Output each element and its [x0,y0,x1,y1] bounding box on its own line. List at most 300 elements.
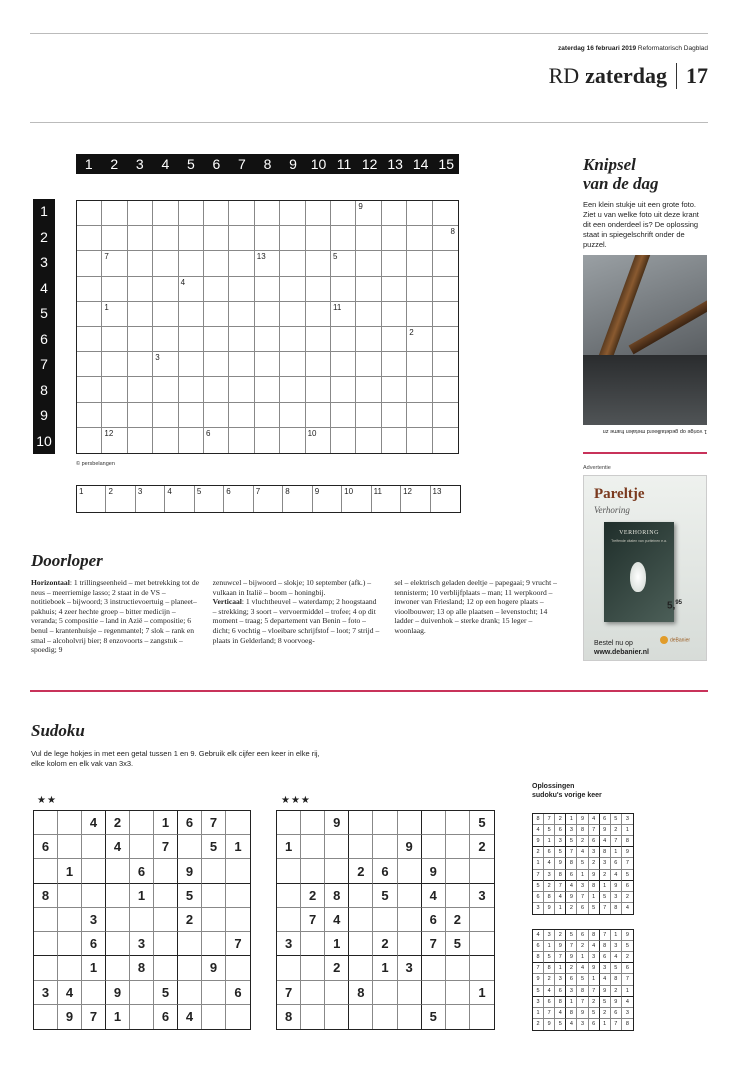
sudoku-cell[interactable]: 1 [106,1005,130,1029]
crossword-cell[interactable] [128,327,153,352]
crossword-cell[interactable] [306,327,331,352]
sudoku-cell[interactable] [349,908,373,932]
crossword-cell[interactable] [280,226,305,251]
sudoku-cell[interactable] [154,859,178,883]
crossword-cell[interactable] [204,277,229,302]
sudoku-cell[interactable] [349,835,373,859]
sudoku-cell[interactable] [178,835,202,859]
sudoku-cell[interactable]: 1 [130,884,154,908]
crossword-cell[interactable] [433,377,458,402]
crossword-cell[interactable] [102,302,127,327]
sudoku-cell[interactable]: 2 [178,908,202,932]
crossword-cell[interactable] [229,277,254,302]
solution-cell[interactable] [254,486,283,512]
crossword-cell[interactable] [102,277,127,302]
crossword-cell[interactable] [179,352,204,377]
sudoku-cell[interactable]: 5 [470,811,494,835]
solution-cell[interactable] [136,486,165,512]
sudoku-cell[interactable] [202,908,226,932]
sudoku-cell[interactable]: 4 [178,1005,202,1029]
crossword-cell[interactable] [331,302,356,327]
sudoku-cell[interactable]: 1 [470,981,494,1005]
sudoku-cell[interactable] [130,1005,154,1029]
crossword-cell[interactable] [407,327,432,352]
crossword-cell[interactable] [204,352,229,377]
sudoku-cell[interactable] [446,1005,470,1029]
sudoku-cell[interactable] [178,981,202,1005]
sudoku-cell[interactable] [82,981,106,1005]
crossword-cell[interactable] [382,277,407,302]
sudoku-cell[interactable]: 1 [226,835,250,859]
sudoku-cell[interactable]: 3 [82,908,106,932]
crossword-cell[interactable] [102,403,127,428]
solution-cell[interactable] [224,486,253,512]
sudoku-cell[interactable] [277,884,301,908]
sudoku-cell[interactable] [34,956,58,980]
sudoku-cell[interactable]: 4 [422,884,446,908]
sudoku-cell[interactable]: 5 [178,884,202,908]
sudoku-cell[interactable] [325,835,349,859]
sudoku-cell[interactable]: 8 [325,884,349,908]
crossword-cell[interactable] [382,302,407,327]
sudoku-cell[interactable] [373,908,397,932]
sudoku-cell[interactable] [398,884,422,908]
solution-cell[interactable] [313,486,342,512]
solution-cell[interactable] [77,486,106,512]
crossword-cell[interactable] [356,352,381,377]
sudoku-cell[interactable] [277,908,301,932]
sudoku-cell[interactable]: 2 [106,811,130,835]
sudoku-cell[interactable] [154,932,178,956]
sudoku-cell[interactable]: 7 [202,811,226,835]
crossword-cell[interactable] [356,201,381,226]
crossword-cell[interactable] [433,251,458,276]
crossword-cell[interactable] [179,428,204,453]
crossword-cell[interactable] [128,352,153,377]
sudoku-cell[interactable]: 1 [154,811,178,835]
sudoku-cell[interactable]: 4 [106,835,130,859]
crossword-cell[interactable] [407,403,432,428]
sudoku-cell[interactable] [130,835,154,859]
crossword-cell[interactable] [179,327,204,352]
sudoku-cell[interactable]: 1 [277,835,301,859]
sudoku-cell[interactable]: 1 [82,956,106,980]
sudoku-cell[interactable] [106,859,130,883]
sudoku-cell[interactable]: 9 [106,981,130,1005]
sudoku-cell[interactable] [349,884,373,908]
solution-cell[interactable] [283,486,312,512]
sudoku-cell[interactable] [34,859,58,883]
crossword-cell[interactable] [306,277,331,302]
crossword-cell[interactable] [356,251,381,276]
sudoku-cell[interactable] [301,956,325,980]
crossword-cell[interactable] [102,428,127,453]
crossword-cell[interactable] [128,226,153,251]
sudoku-cell[interactable] [202,884,226,908]
crossword-cell[interactable] [229,201,254,226]
crossword-cell[interactable] [306,302,331,327]
crossword-cell[interactable] [331,277,356,302]
crossword-cell[interactable] [102,352,127,377]
sudoku-cell[interactable] [398,981,422,1005]
crossword-cell[interactable] [229,428,254,453]
sudoku-cell[interactable]: 6 [226,981,250,1005]
crossword-cell[interactable] [407,352,432,377]
crossword-cell[interactable] [153,201,178,226]
crossword-cell[interactable] [255,302,280,327]
sudoku-cell[interactable]: 6 [34,835,58,859]
crossword-cell[interactable] [356,428,381,453]
sudoku-cell[interactable]: 9 [178,859,202,883]
crossword-cell[interactable] [128,201,153,226]
crossword-cell[interactable] [280,251,305,276]
crossword-cell[interactable] [77,302,102,327]
solution-cell[interactable] [401,486,430,512]
sudoku-cell[interactable] [301,859,325,883]
sudoku-cell[interactable] [301,932,325,956]
crossword-cell[interactable] [280,403,305,428]
sudoku-cell[interactable]: 9 [202,956,226,980]
sudoku-cell[interactable] [470,859,494,883]
crossword-cell[interactable] [407,251,432,276]
crossword-cell[interactable] [204,428,229,453]
sudoku-cell[interactable] [106,884,130,908]
sudoku-cell[interactable]: 6 [178,811,202,835]
crossword-cell[interactable] [255,352,280,377]
sudoku-cell[interactable] [398,932,422,956]
sudoku-cell[interactable]: 2 [349,859,373,883]
solution-cell[interactable] [106,486,135,512]
sudoku-cell[interactable]: 6 [130,859,154,883]
sudoku-cell[interactable] [226,908,250,932]
crossword-cell[interactable] [128,302,153,327]
crossword-cell[interactable] [179,403,204,428]
sudoku-cell[interactable] [106,956,130,980]
sudoku-cell[interactable]: 9 [422,859,446,883]
crossword-cell[interactable] [407,226,432,251]
crossword-cell[interactable] [382,327,407,352]
sudoku-cell[interactable]: 6 [373,859,397,883]
sudoku-cell[interactable]: 1 [58,859,82,883]
crossword-cell[interactable] [229,377,254,402]
sudoku-cell[interactable] [106,908,130,932]
crossword-cell[interactable] [204,226,229,251]
sudoku-cell[interactable] [349,811,373,835]
crossword-cell[interactable] [356,327,381,352]
sudoku-cell[interactable] [422,835,446,859]
crossword-cell[interactable] [255,377,280,402]
crossword-cell[interactable] [179,277,204,302]
sudoku-cell[interactable] [130,981,154,1005]
crossword-cell[interactable] [102,327,127,352]
crossword-cell[interactable] [433,403,458,428]
crossword-cell[interactable] [179,201,204,226]
crossword-cell[interactable] [331,403,356,428]
crossword-cell[interactable] [102,251,127,276]
crossword-cell[interactable] [153,302,178,327]
sudoku-cell[interactable] [446,835,470,859]
sudoku-cell[interactable] [34,908,58,932]
crossword-cell[interactable] [77,226,102,251]
sudoku-cell[interactable]: 8 [34,884,58,908]
solution-cell[interactable] [372,486,401,512]
sudoku-cell[interactable] [349,932,373,956]
sudoku-cell[interactable] [301,1005,325,1029]
sudoku-cell[interactable] [277,811,301,835]
sudoku-cell[interactable] [301,811,325,835]
crossword-cell[interactable] [102,377,127,402]
sudoku-cell[interactable] [154,908,178,932]
crossword-cell[interactable] [382,201,407,226]
sudoku-cell[interactable] [398,1005,422,1029]
advertisement[interactable] [583,475,707,661]
sudoku-cell[interactable]: 9 [58,1005,82,1029]
crossword-cell[interactable] [229,226,254,251]
sudoku-cell[interactable]: 7 [422,932,446,956]
sudoku-cell[interactable] [58,956,82,980]
crossword-cell[interactable] [255,277,280,302]
crossword-cell[interactable] [356,226,381,251]
sudoku-cell[interactable]: 3 [277,932,301,956]
crossword-cell[interactable] [306,352,331,377]
crossword-cell[interactable] [153,352,178,377]
sudoku-cell[interactable] [130,811,154,835]
sudoku-cell[interactable]: 8 [277,1005,301,1029]
sudoku-cell[interactable] [154,956,178,980]
crossword-cell[interactable] [77,251,102,276]
sudoku-cell[interactable] [58,884,82,908]
sudoku-cell[interactable] [446,811,470,835]
sudoku-cell[interactable] [373,835,397,859]
crossword-cell[interactable] [280,428,305,453]
sudoku-cell[interactable] [446,859,470,883]
sudoku-cell[interactable] [470,908,494,932]
sudoku-cell[interactable]: 6 [82,932,106,956]
crossword-cell[interactable] [407,302,432,327]
sudoku-cell[interactable]: 8 [130,956,154,980]
crossword-cell[interactable] [179,302,204,327]
crossword-cell[interactable] [356,302,381,327]
crossword-cell[interactable] [306,226,331,251]
sudoku-cell[interactable]: 2 [301,884,325,908]
crossword-cell[interactable] [229,403,254,428]
crossword-cell[interactable] [407,428,432,453]
crossword-cell[interactable] [382,377,407,402]
sudoku-cell[interactable] [422,981,446,1005]
sudoku-cell[interactable]: 2 [470,835,494,859]
crossword-cell[interactable] [331,428,356,453]
sudoku-cell[interactable]: 1 [373,956,397,980]
sudoku-cell[interactable] [202,859,226,883]
crossword-cell[interactable] [128,251,153,276]
crossword-cell[interactable] [407,201,432,226]
sudoku-cell[interactable] [226,956,250,980]
sudoku-cell[interactable]: 2 [373,932,397,956]
sudoku-cell[interactable] [34,811,58,835]
sudoku-cell[interactable] [34,1005,58,1029]
sudoku-cell[interactable] [202,1005,226,1029]
crossword-cell[interactable] [77,403,102,428]
sudoku-cell[interactable] [398,859,422,883]
crossword-cell[interactable] [229,251,254,276]
crossword-cell[interactable] [255,327,280,352]
sudoku-cell[interactable] [470,1005,494,1029]
sudoku-cell[interactable] [58,908,82,932]
crossword-cell[interactable] [153,327,178,352]
crossword-cell[interactable] [128,277,153,302]
crossword-cell[interactable] [306,201,331,226]
crossword-cell[interactable] [356,403,381,428]
sudoku-cell[interactable]: 8 [349,981,373,1005]
crossword-cell[interactable] [433,327,458,352]
crossword-cell[interactable] [433,428,458,453]
crossword-cell[interactable] [407,277,432,302]
crossword-cell[interactable] [102,226,127,251]
crossword-cell[interactable] [255,226,280,251]
crossword-cell[interactable] [331,377,356,402]
crossword-cell[interactable] [153,251,178,276]
sudoku-cell[interactable]: 4 [58,981,82,1005]
sudoku-cell[interactable] [373,811,397,835]
sudoku-cell[interactable] [277,956,301,980]
sudoku-cell[interactable]: 3 [130,932,154,956]
sudoku-cell[interactable]: 3 [398,956,422,980]
sudoku-cell[interactable] [325,859,349,883]
sudoku-cell[interactable] [82,884,106,908]
sudoku-cell[interactable] [226,859,250,883]
sudoku-cell[interactable] [325,1005,349,1029]
crossword-cell[interactable] [382,403,407,428]
crossword-cell[interactable] [331,251,356,276]
sudoku-cell[interactable]: 5 [422,1005,446,1029]
crossword-cell[interactable] [306,251,331,276]
crossword-cell[interactable] [255,201,280,226]
solution-cell[interactable] [431,486,460,512]
sudoku-cell[interactable] [202,981,226,1005]
sudoku-cell[interactable]: 6 [422,908,446,932]
sudoku-cell[interactable]: 7 [226,932,250,956]
sudoku-cell[interactable] [178,932,202,956]
crossword-cell[interactable] [382,352,407,377]
crossword-cell[interactable] [382,226,407,251]
sudoku-cell[interactable] [349,1005,373,1029]
crossword-cell[interactable] [306,403,331,428]
crossword-cell[interactable] [280,201,305,226]
crossword-cell[interactable] [356,277,381,302]
crossword-cell[interactable] [153,377,178,402]
crossword-cell[interactable] [153,403,178,428]
sudoku-cell[interactable] [226,884,250,908]
sudoku-cell[interactable]: 4 [325,908,349,932]
crossword-cell[interactable] [382,428,407,453]
crossword-cell[interactable] [382,251,407,276]
sudoku-cell[interactable] [446,956,470,980]
crossword-cell[interactable] [204,201,229,226]
sudoku-cell[interactable]: 5 [202,835,226,859]
crossword-cell[interactable] [153,226,178,251]
crossword-cell[interactable] [77,327,102,352]
crossword-cell[interactable] [306,428,331,453]
crossword-cell[interactable] [77,428,102,453]
crossword-cell[interactable] [229,327,254,352]
sudoku-cell[interactable]: 5 [373,884,397,908]
sudoku-cell[interactable] [277,859,301,883]
crossword-cell[interactable] [179,377,204,402]
sudoku-cell[interactable]: 3 [34,981,58,1005]
sudoku-cell[interactable]: 1 [325,932,349,956]
crossword-cell[interactable] [433,352,458,377]
sudoku-cell[interactable] [130,908,154,932]
crossword-cell[interactable] [229,302,254,327]
sudoku-cell[interactable] [58,932,82,956]
crossword-cell[interactable] [255,403,280,428]
solution-cell[interactable] [342,486,371,512]
sudoku-cell[interactable]: 4 [82,811,106,835]
solution-cell[interactable] [195,486,224,512]
sudoku-cell[interactable] [373,1005,397,1029]
crossword-cell[interactable] [280,302,305,327]
sudoku-cell[interactable] [58,811,82,835]
crossword-cell[interactable] [153,277,178,302]
crossword-cell[interactable] [77,352,102,377]
sudoku-cell[interactable] [422,956,446,980]
crossword-cell[interactable] [331,352,356,377]
sudoku-cell[interactable] [446,981,470,1005]
sudoku-cell[interactable]: 5 [154,981,178,1005]
crossword-cell[interactable] [77,201,102,226]
sudoku-cell[interactable]: 9 [398,835,422,859]
crossword-cell[interactable] [433,201,458,226]
sudoku-cell[interactable] [34,932,58,956]
crossword-cell[interactable] [204,403,229,428]
sudoku-cell[interactable] [422,811,446,835]
sudoku-cell[interactable] [470,956,494,980]
sudoku-cell[interactable] [301,981,325,1005]
sudoku-cell[interactable] [154,884,178,908]
solution-cell[interactable] [165,486,194,512]
crossword-cell[interactable] [280,277,305,302]
crossword-cell[interactable] [433,226,458,251]
sudoku-cell[interactable] [106,932,130,956]
crossword-cell[interactable] [306,377,331,402]
crossword-cell[interactable] [280,377,305,402]
sudoku-cell[interactable]: 7 [82,1005,106,1029]
crossword-cell[interactable] [77,277,102,302]
sudoku-cell[interactable] [226,1005,250,1029]
sudoku-cell[interactable]: 6 [154,1005,178,1029]
sudoku-cell[interactable]: 5 [446,932,470,956]
sudoku-cell[interactable] [82,835,106,859]
crossword-cell[interactable] [331,327,356,352]
ad-url[interactable]: www.debanier.nl [594,649,649,656]
crossword-cell[interactable] [229,352,254,377]
sudoku-cell[interactable] [301,835,325,859]
crossword-cell[interactable] [433,302,458,327]
crossword-cell[interactable] [204,327,229,352]
crossword-cell[interactable] [280,352,305,377]
crossword-cell[interactable] [204,377,229,402]
sudoku-cell[interactable] [226,811,250,835]
sudoku-cell[interactable] [373,981,397,1005]
crossword-cell[interactable] [179,251,204,276]
sudoku-cell[interactable] [178,956,202,980]
crossword-cell[interactable] [356,377,381,402]
sudoku-cell[interactable] [82,859,106,883]
crossword-cell[interactable] [77,377,102,402]
sudoku-cell[interactable]: 7 [154,835,178,859]
sudoku-cell[interactable] [58,835,82,859]
sudoku-cell[interactable] [325,981,349,1005]
